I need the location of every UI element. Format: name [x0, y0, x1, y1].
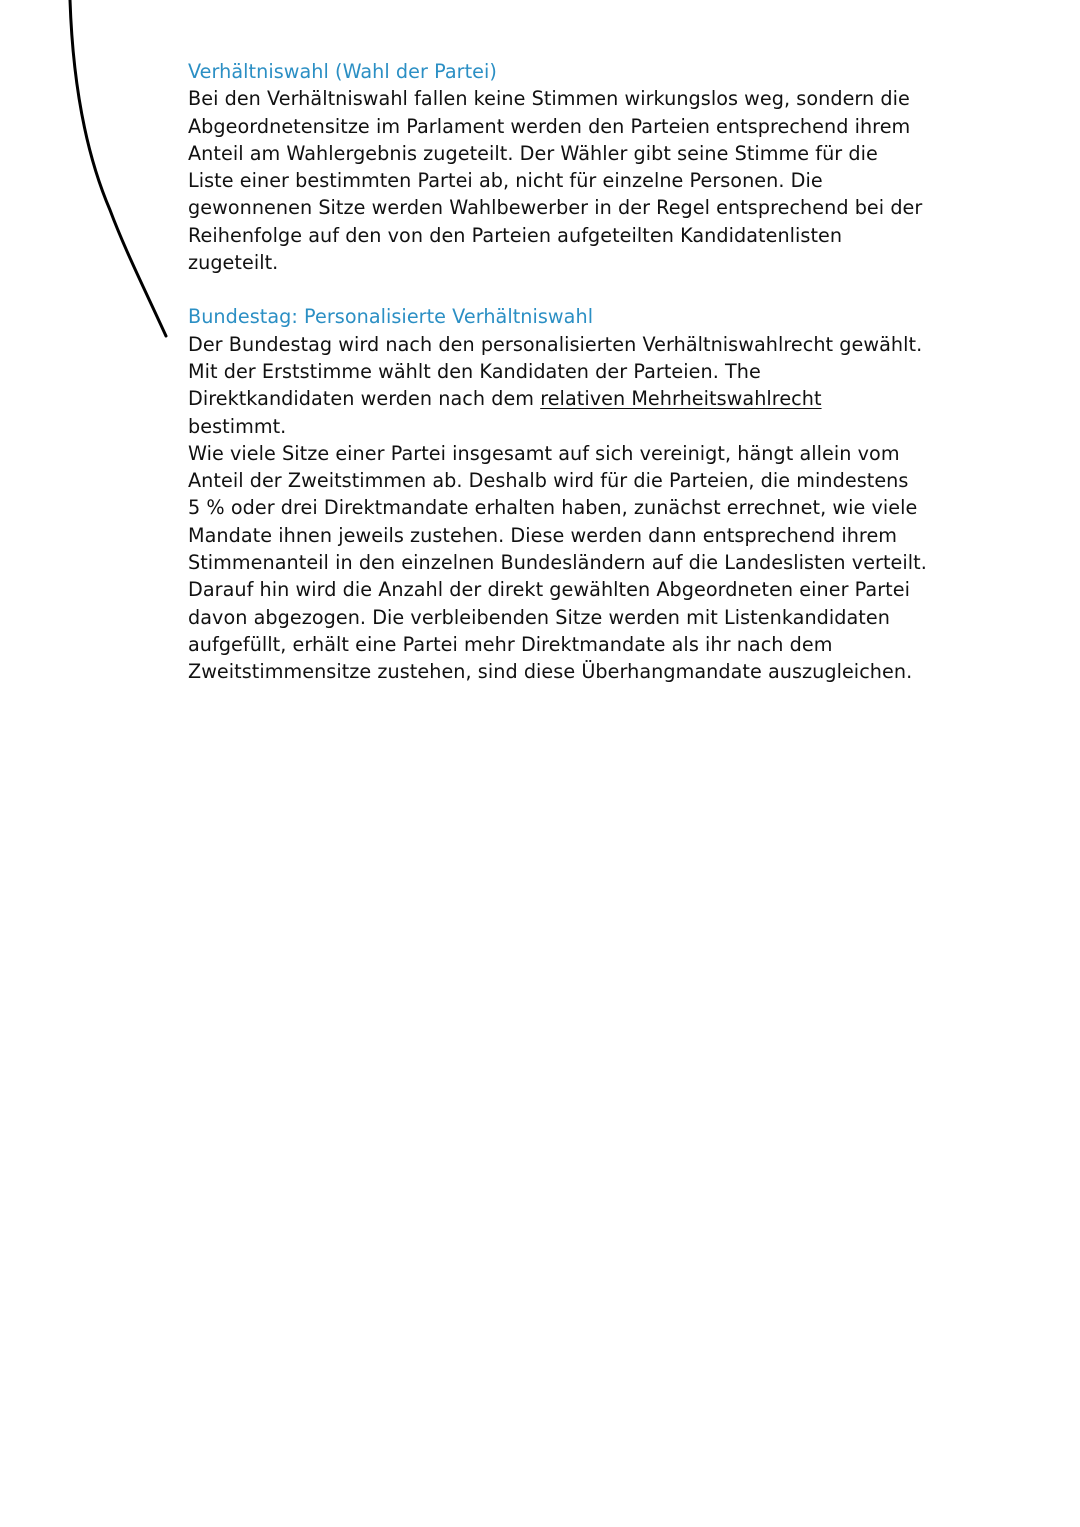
section-heading: Verhältniswahl (Wahl der Partei) [188, 60, 497, 83]
paragraph-line-with-term [188, 385, 908, 412]
section-bundestag [188, 303, 927, 685]
paragraph-line: Anteil am Wahlergebnis zugeteilt. Der Wähler gibt seine Stimme für die [188, 141, 878, 165]
paragraph-line: gewonnenen Sitze werden Wahlbewerber in der Regel entsprechend bei der [188, 196, 923, 220]
paragraph-line: aufgefüllt, erhält eine Partei mehr Direktmandate als ihr nach dem [188, 632, 833, 656]
paragraph-line: Stimmenanteil in den einzelnen Bundesländern auf die Landeslisten verteilt. [188, 551, 927, 575]
paragraph-line: zugeteilt. [188, 251, 279, 275]
paragraph-line: Wie viele Sitze einer Partei insgesamt auf sich vereinigt, hängt allein vom [188, 441, 900, 465]
paragraph-line: Anteil der Zweitstimmen ab. Deshalb wird für die Parteien, die mindestens [188, 469, 909, 493]
paragraph-line: Zweitstimmensitze zustehen, sind diese Überhangmandate auszugleichen. [188, 660, 913, 684]
margin-curve-drawing [0, 0, 200, 360]
paragraph-line: bestimmt. [188, 414, 287, 438]
line-text: Direktkandidaten werden nach dem [188, 387, 541, 411]
paragraph-line: Reihenfolge auf den von den Parteien aufgeteilten Kandidatenlisten [188, 223, 843, 247]
section-heading: Bundestag: Personalisierte Verhältniswahl [188, 305, 594, 329]
paragraph-line: Mandate ihnen jeweils zustehen. Diese werden dann entsprechend ihrem [188, 523, 898, 547]
paragraph-line: Abgeordnetensitze im Parlament werden den Parteien entsprechend ihrem [188, 114, 911, 138]
paragraph-line: 5 % oder drei Direktmandate erhalten haben, zunächst errechnet, wie viele [188, 496, 918, 520]
paragraph-line: Liste einer bestimmten Partei ab, nicht für einzelne Personen. Die [188, 169, 823, 193]
paragraph-line: Bei den Verhältniswahl fallen keine Stimmen wirkungslos weg, sondern die [188, 87, 910, 111]
underlined-term: relativen Mehrheitswahlrecht [540, 387, 822, 411]
section-verhaeltniswahl [188, 58, 923, 276]
document-content [188, 58, 927, 686]
paragraph-line: Darauf hin wird die Anzahl der direkt gewählten Abgeordneten einer Partei [188, 578, 910, 602]
paragraph-line: Mit der Erststimme wählt den Kandidaten der Parteien. The [188, 359, 761, 383]
paragraph-line: Der Bundestag wird nach den personalisierten Verhältniswahlrecht gewählt. [188, 332, 923, 356]
curve-stroke [70, 0, 166, 336]
paragraph-line: davon abgezogen. Die verbleibenden Sitze werden mit Listenkandidaten [188, 605, 890, 629]
section-spacer [188, 276, 908, 303]
